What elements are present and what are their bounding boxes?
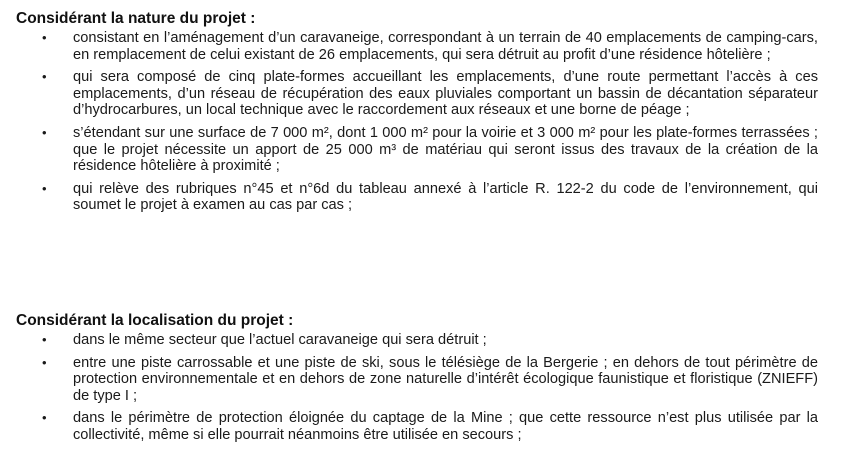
- section-heading: Considérant la nature du projet :: [16, 10, 256, 27]
- list-item: [16, 332, 818, 349]
- list-item: [16, 355, 818, 405]
- list-item: [16, 410, 818, 443]
- bullet-list: [16, 30, 818, 214]
- bullet-icon: •: [42, 410, 47, 426]
- list-item: [16, 30, 818, 63]
- list-item: [16, 69, 818, 119]
- list-item-text: consistant en l’aménagement d’un caravaneige, correspondant à un terrain de 40 emplacements de camping-cars, en remplacement de celui existant de 26 emplacements, qui sera détruit au profit d’une résidence hôtelière ;: [73, 30, 818, 63]
- list-item-text: dans le périmètre de protection éloignée du captage de la Mine ; que cette ressource n’est plus utilisée par la collectivité, même si elle pourrait néanmoins être utilisée en secours ;: [73, 410, 818, 443]
- list-item-text: qui sera composé de cinq plate-formes accueillant les emplacements, d’une route permettant l’accès à ces emplacements, d’un réseau de récupération des eaux pluviales comportant un bassin de décantation séparateur d’hydrocarbures, un local technique avec le raccordement aux réseaux et une borne de péage ;: [73, 69, 818, 119]
- bullet-icon: •: [42, 332, 47, 347]
- section-heading: Considérant la localisation du projet :: [16, 312, 294, 329]
- section-localisation-du-projet: [16, 312, 818, 450]
- bullet-icon: •: [42, 354, 47, 370]
- list-item-text: entre une piste carrossable et une piste de ski, sous le télésiège de la Bergerie ; en dehors de tout périmètre de protection environnementale et en dehors de zone naturelle d’intérêt écologique faunistique et floristique (ZNIEFF) de type I ;: [73, 354, 818, 404]
- bullet-icon: •: [42, 180, 47, 196]
- list-item: [16, 125, 818, 175]
- section-nature-du-projet: [16, 10, 818, 220]
- bullet-list: [16, 332, 818, 444]
- list-item-text: s’étendant sur une surface de 7 000 m², dont 1 000 m² pour la voirie et 3 000 m² pour les plate-formes terrassées ; que le projet nécessite un apport de 25 000 m³ de matériau qui seront issus des travaux de la création de la résidence hôtelière à proximité ;: [73, 124, 818, 175]
- bullet-icon: •: [42, 30, 47, 45]
- list-item: [16, 181, 818, 214]
- list-item-text: dans le même secteur que l’actuel caravaneige qui sera détruit ;: [73, 332, 487, 348]
- bullet-icon: •: [42, 124, 47, 140]
- list-item-text: qui relève des rubriques n°45 et n°6d du tableau annexé à l’article R. 122-2 du code de l’environnement, qui soumet le projet à examen au cas par cas ;: [73, 180, 818, 214]
- bullet-icon: •: [42, 69, 47, 85]
